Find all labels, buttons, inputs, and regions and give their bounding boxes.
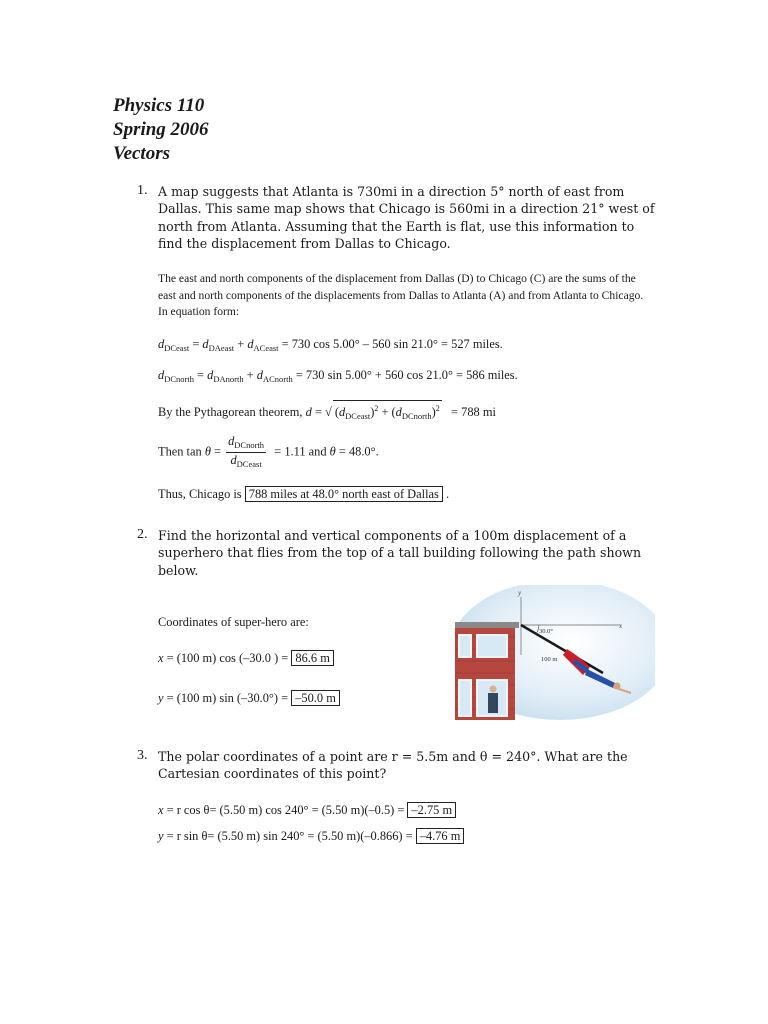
window-upper-right [477,635,507,657]
x-axis-label: x [619,622,623,630]
q1-number: 1. [137,183,148,198]
q2-y-eq: y = (100 m) sin (–30.0°) = –50.0 m [158,690,340,707]
q2-x-answer-box: 86.6 m [291,650,333,666]
distance-label: 100 m [541,656,558,663]
q3-x-eq: x = r cos θ= (5.50 m) cos 240° = (5.50 m)(–0.5) = –2.75 m [158,802,456,819]
superhero-figure [455,585,655,720]
window-lower-left [459,680,471,716]
q3-x-answer-box: –2.75 m [407,802,456,818]
q2-x-eq: x = (100 m) cos (–30.0 ) = 86.6 m [158,650,334,667]
q1-eq-east: $d_{DCeast} = d_{DAeast} + d_{ACeast} = 730$ cos 5.00° – 560 sin 21.0° = 527 miles. [158,337,503,353]
q2-y-answer-box: –50.0 m [291,690,340,706]
q1-text: A map suggests that Atlanta is 730mi in a direction 5° north of east from Dallas. This same map shows that Chicago is 560mi in a direction 21° west of north from Atlanta. Assuming that the Earth is flat, use this information to find the displacement from Dallas to Chicago. [158,184,655,252]
y-axis-label: y [518,589,522,597]
course-title [113,94,209,166]
q3-text: The polar coordinates of a point are r = 5.5m and θ = 240°. What are the Cartesian coordinates of this point? [158,749,628,782]
tan-fraction: $\frac{d_{DCnorth}}{d_{DCeast}}$ [228,434,265,469]
angle-label: 30.0° [539,628,553,635]
q2-text: Find the horizontal and vertical components of a 100m displacement of a superhero that flies from the top of a tall building following the path shown below. [158,528,642,578]
q2-coords-label: Coordinates of super-hero are: [158,615,309,629]
person-head [490,686,497,693]
q2-number: 2. [137,527,148,542]
q1-conclusion: Thus, Chicago is 788 miles at 48.0° north east of Dallas . [158,487,450,501]
q1-intro: The east and north components of the displacement from Dallas (D) to Chicago (C) are the sums of the east and north components of the displacements from Dallas to Atlanta (A) and from Atlanta to Chicago. In equation form: [158,272,644,318]
title-line-1: Physics 110 [113,95,205,116]
q1-answer-box: 788 miles at 48.0° north east of Dallas [245,486,443,502]
q3-y-eq: y = r sin θ= (5.50 m) sin 240° = (5.50 m)(–0.866) = –4.76 m [158,828,464,845]
q3-y-answer-box: –4.76 m [416,828,465,844]
title-line-2: Spring 2006 [113,119,209,140]
building-ledge [455,622,519,628]
q3-number: 3. [137,748,148,763]
q1-pythagorean: By the Pythagorean theorem, d = √ $(d_{DCeast})^2 + (d_{DCnorth})^2$ = 788 mi [158,400,496,425]
window-upper-left [459,635,471,657]
q1-eq-north: $d_{DCnorth} = d_{DAnorth} + d_{ACnorth} = 730$ sin 5.00° + 560 cos 21.0° = 586 miles. [158,368,518,384]
person-body [488,693,498,713]
title-line-3: Vectors [113,143,170,164]
q1-tan: Then tan θ = $\frac{d_{DCnorth}}{d_{DCeast}}$ = 1.11 and θ = 48.0°. [158,434,379,469]
